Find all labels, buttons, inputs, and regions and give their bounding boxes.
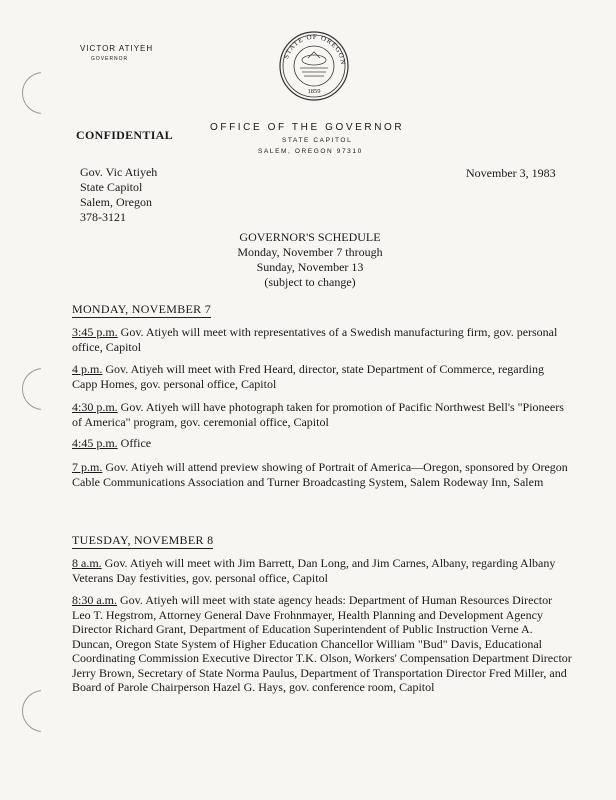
entry-time: 4:45 p.m. [72,436,118,450]
entry-text: Gov. Atiyeh will meet with Fred Heard, director, state Department of Commerce, regarding Capp Homes, gov. personal office, Capitol [72,362,544,391]
entry-text: Gov. Atiyeh will attend preview showing of Portrait of America—Oregon, sponsored by Oregon Cable Communications Association and Turner Broadcasting System, Salem Rodeway Inn, Salem [72,460,568,489]
schedule-entry [72,556,572,585]
schedule-range-start: Monday, November 7 through [237,245,383,259]
entry-time: 3:45 p.m. [72,325,118,339]
letter-date: November 3, 1983 [466,166,556,180]
day-heading-monday: MONDAY, NOVEMBER 7 [72,302,212,316]
governor-name: VICTOR ATIYEH [80,44,154,53]
entry-text: Gov. Atiyeh will meet with Jim Barrett, Dan Long, and Jim Carnes, Albany, regarding Albany Veterans Day festivities, gov. personal office, Capitol [72,556,556,585]
schedule-entry [72,436,572,451]
punch-hole-top [22,72,64,114]
entry-text: Gov. Atiyeh will meet with representatives of a Swedish manufacturing firm, gov. personal office, Capitol [72,325,558,354]
schedule-entry [72,400,572,429]
office-block [210,122,410,155]
oregon-state-seal [278,30,350,102]
office-city: SALEM, OREGON 97310 [258,148,363,155]
schedule-heading [200,230,420,290]
entry-text: Gov. Atiyeh will meet with state agency heads: Department of Human Resources Director Leo T. Hegstrom, Attorney General Dave Frohnmayer, Health Planning and Development Agency Director Richard Grant, Department of Education Superintendent of Public Instruction Verne A. Duncan, Oregon State System of Higher Education Chancellor William "Bud" Davis, Educational Coordinating Commission Executive Director T.K. Olson, Workers' Compensation Department Director Jerry Brown, Secretary of State Norma Paulus, Department of Transportation Director Fred Miller, and Board of Parole Chairperson Hazel G. Hays, gov. conference room, Capitol [72,593,572,694]
entry-time: 8:30 a.m. [72,593,117,607]
confidential-label: CONFIDENTIAL [76,128,173,142]
schedule-entry [72,460,572,489]
entry-time: 8 a.m. [72,556,102,570]
svg-text:STATE OF OREGON [282,33,347,66]
address-line: Gov. Vic Atiyeh [80,165,158,179]
sender-address [80,165,157,225]
office-title: OFFICE OF THE GOVERNOR [210,122,405,133]
address-line: State Capitol [80,180,143,194]
entry-time: 4 p.m. [72,362,103,376]
schedule-note: (subject to change) [264,275,356,289]
seal-text: STATE OF OREGON [282,32,348,66]
punch-hole-middle [22,368,64,410]
schedule-range-end: Sunday, November 13 [256,260,364,274]
schedule-entry [72,362,572,391]
seal-year: 1859 [307,88,321,95]
address-line: 378-3121 [80,210,126,224]
day-heading-tuesday: TUESDAY, NOVEMBER 8 [72,533,214,547]
schedule-entry [72,325,572,354]
address-line: Salem, Oregon [80,195,152,209]
entry-text: Gov. Atiyeh will have photograph taken for promotion of Pacific Northwest Bell's "Pioneers of America" program, gov. ceremonial office, Capitol [72,400,564,429]
punch-hole-bottom [22,690,64,732]
schedule-title: GOVERNOR'S SCHEDULE [239,230,381,244]
schedule-entry [72,593,572,695]
entry-time: 7 p.m. [72,460,103,474]
governor-title: GOVERNOR [91,56,129,62]
entry-time: 4:30 p.m. [72,400,118,414]
office-building: STATE CAPITOL [282,137,353,144]
entry-text: Office [117,436,152,450]
